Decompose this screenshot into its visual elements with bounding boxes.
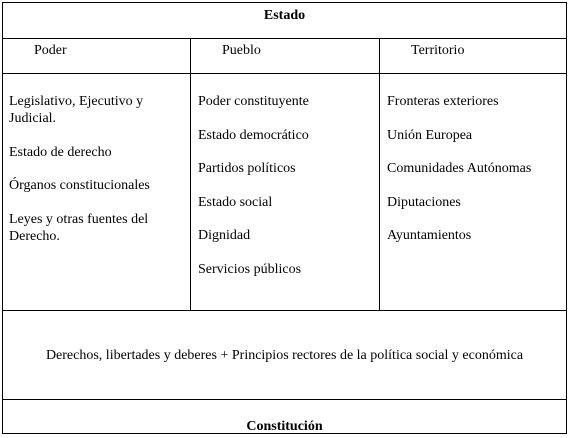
list-item: Unión Europea (387, 127, 473, 143)
table-title: Estado (263, 8, 306, 23)
list-item: Estado democrático (198, 127, 309, 143)
column-poder (9, 93, 179, 261)
list-item: Partidos políticos (198, 161, 296, 176)
list-item: Órganos constitucionales (9, 178, 150, 193)
list-item: Estado social (198, 194, 273, 210)
column-header-poder: Poder (34, 43, 67, 58)
column-pueblo (198, 93, 373, 294)
rights-text: Derechos, libertades y deberes + Principios rectores de la política social y económica (45, 348, 524, 363)
diagram-table (2, 2, 567, 434)
column-territorio (387, 93, 562, 261)
body-row (3, 74, 566, 311)
column-divider (379, 39, 380, 311)
column-divider (190, 39, 191, 311)
list-item: Diputaciones (387, 194, 461, 210)
list-item: Fronteras exteriores (387, 94, 499, 109)
list-item: Poder constituyente (198, 94, 309, 109)
footer-title: Constitución (246, 419, 323, 434)
title-row (3, 3, 566, 39)
list-item: Leyes y otras fuentes del Derecho. (9, 211, 149, 244)
footer-row (3, 400, 566, 433)
column-header-pueblo: Pueblo (222, 43, 261, 58)
list-item: Legislativo, Ejecutivo y Judicial. (9, 94, 144, 126)
list-item: Estado de derecho (9, 144, 112, 160)
list-item: Ayuntamientos (387, 228, 472, 243)
rights-row (3, 311, 566, 400)
header-row (3, 39, 566, 74)
list-item: Comunidades Autónomas (387, 161, 532, 176)
column-header-territorio: Territorio (411, 43, 465, 58)
list-item: Dignidad (198, 228, 251, 243)
list-item: Servicios públicos (198, 261, 302, 277)
